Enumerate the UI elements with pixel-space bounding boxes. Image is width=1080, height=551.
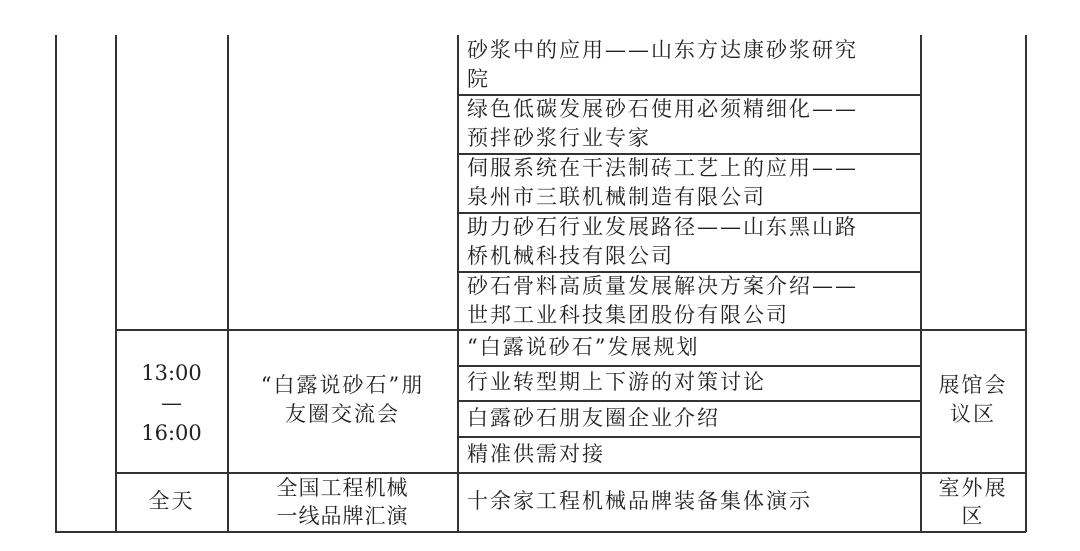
column-divider-3 [457,35,459,532]
column-divider-4 [920,35,922,532]
table-border-bottom [55,531,1026,533]
topic-cell: 砂石骨料高质量发展解决方案介绍—— 世邦工业科技集团股份有限公司 [467,274,858,327]
topic-cell: “白露说砂石”发展规划 [467,335,700,359]
venue-cell: 展馆会 议区 [938,373,1008,426]
event-cell: 全国工程机械 一线品牌汇演 [276,476,409,528]
topic-cell: 砂浆中的应用——山东方达康砂浆研究 院 [467,38,858,91]
topic-cell: 白露砂石朋友圈企业介绍 [467,406,720,430]
table-border-left [55,35,57,532]
topic-cell: 精准供需对接 [467,442,605,466]
column-divider-1 [115,35,117,532]
topic-cell: 伺服系统在干法制砖工艺上的应用—— 泉州市三联机械制造有限公司 [467,156,858,209]
time-cell: 13:00 — 16:00 [141,361,202,445]
topic-cell: 助力砂石行业发展路径——山东黑山路 桥机械科技有限公司 [467,215,858,268]
topic-cell: 十余家工程机械品牌装备集体演示 [467,489,812,513]
topic-cell: 行业转型期上下游的对策讨论 [467,370,766,394]
venue-cell: 室外展 区 [938,476,1008,528]
topic-divider [457,436,921,438]
table-border-right [1025,35,1027,532]
topic-divider [457,365,921,367]
event-cell: “白露说砂石”朋 友圈交流会 [260,373,425,426]
time-cell: 全天 [148,489,195,513]
topic-divider [457,400,921,402]
column-divider-2 [227,35,229,532]
topic-cell: 绿色低碳发展砂石使用必须精细化—— 预拌砂浆行业专家 [467,97,858,150]
